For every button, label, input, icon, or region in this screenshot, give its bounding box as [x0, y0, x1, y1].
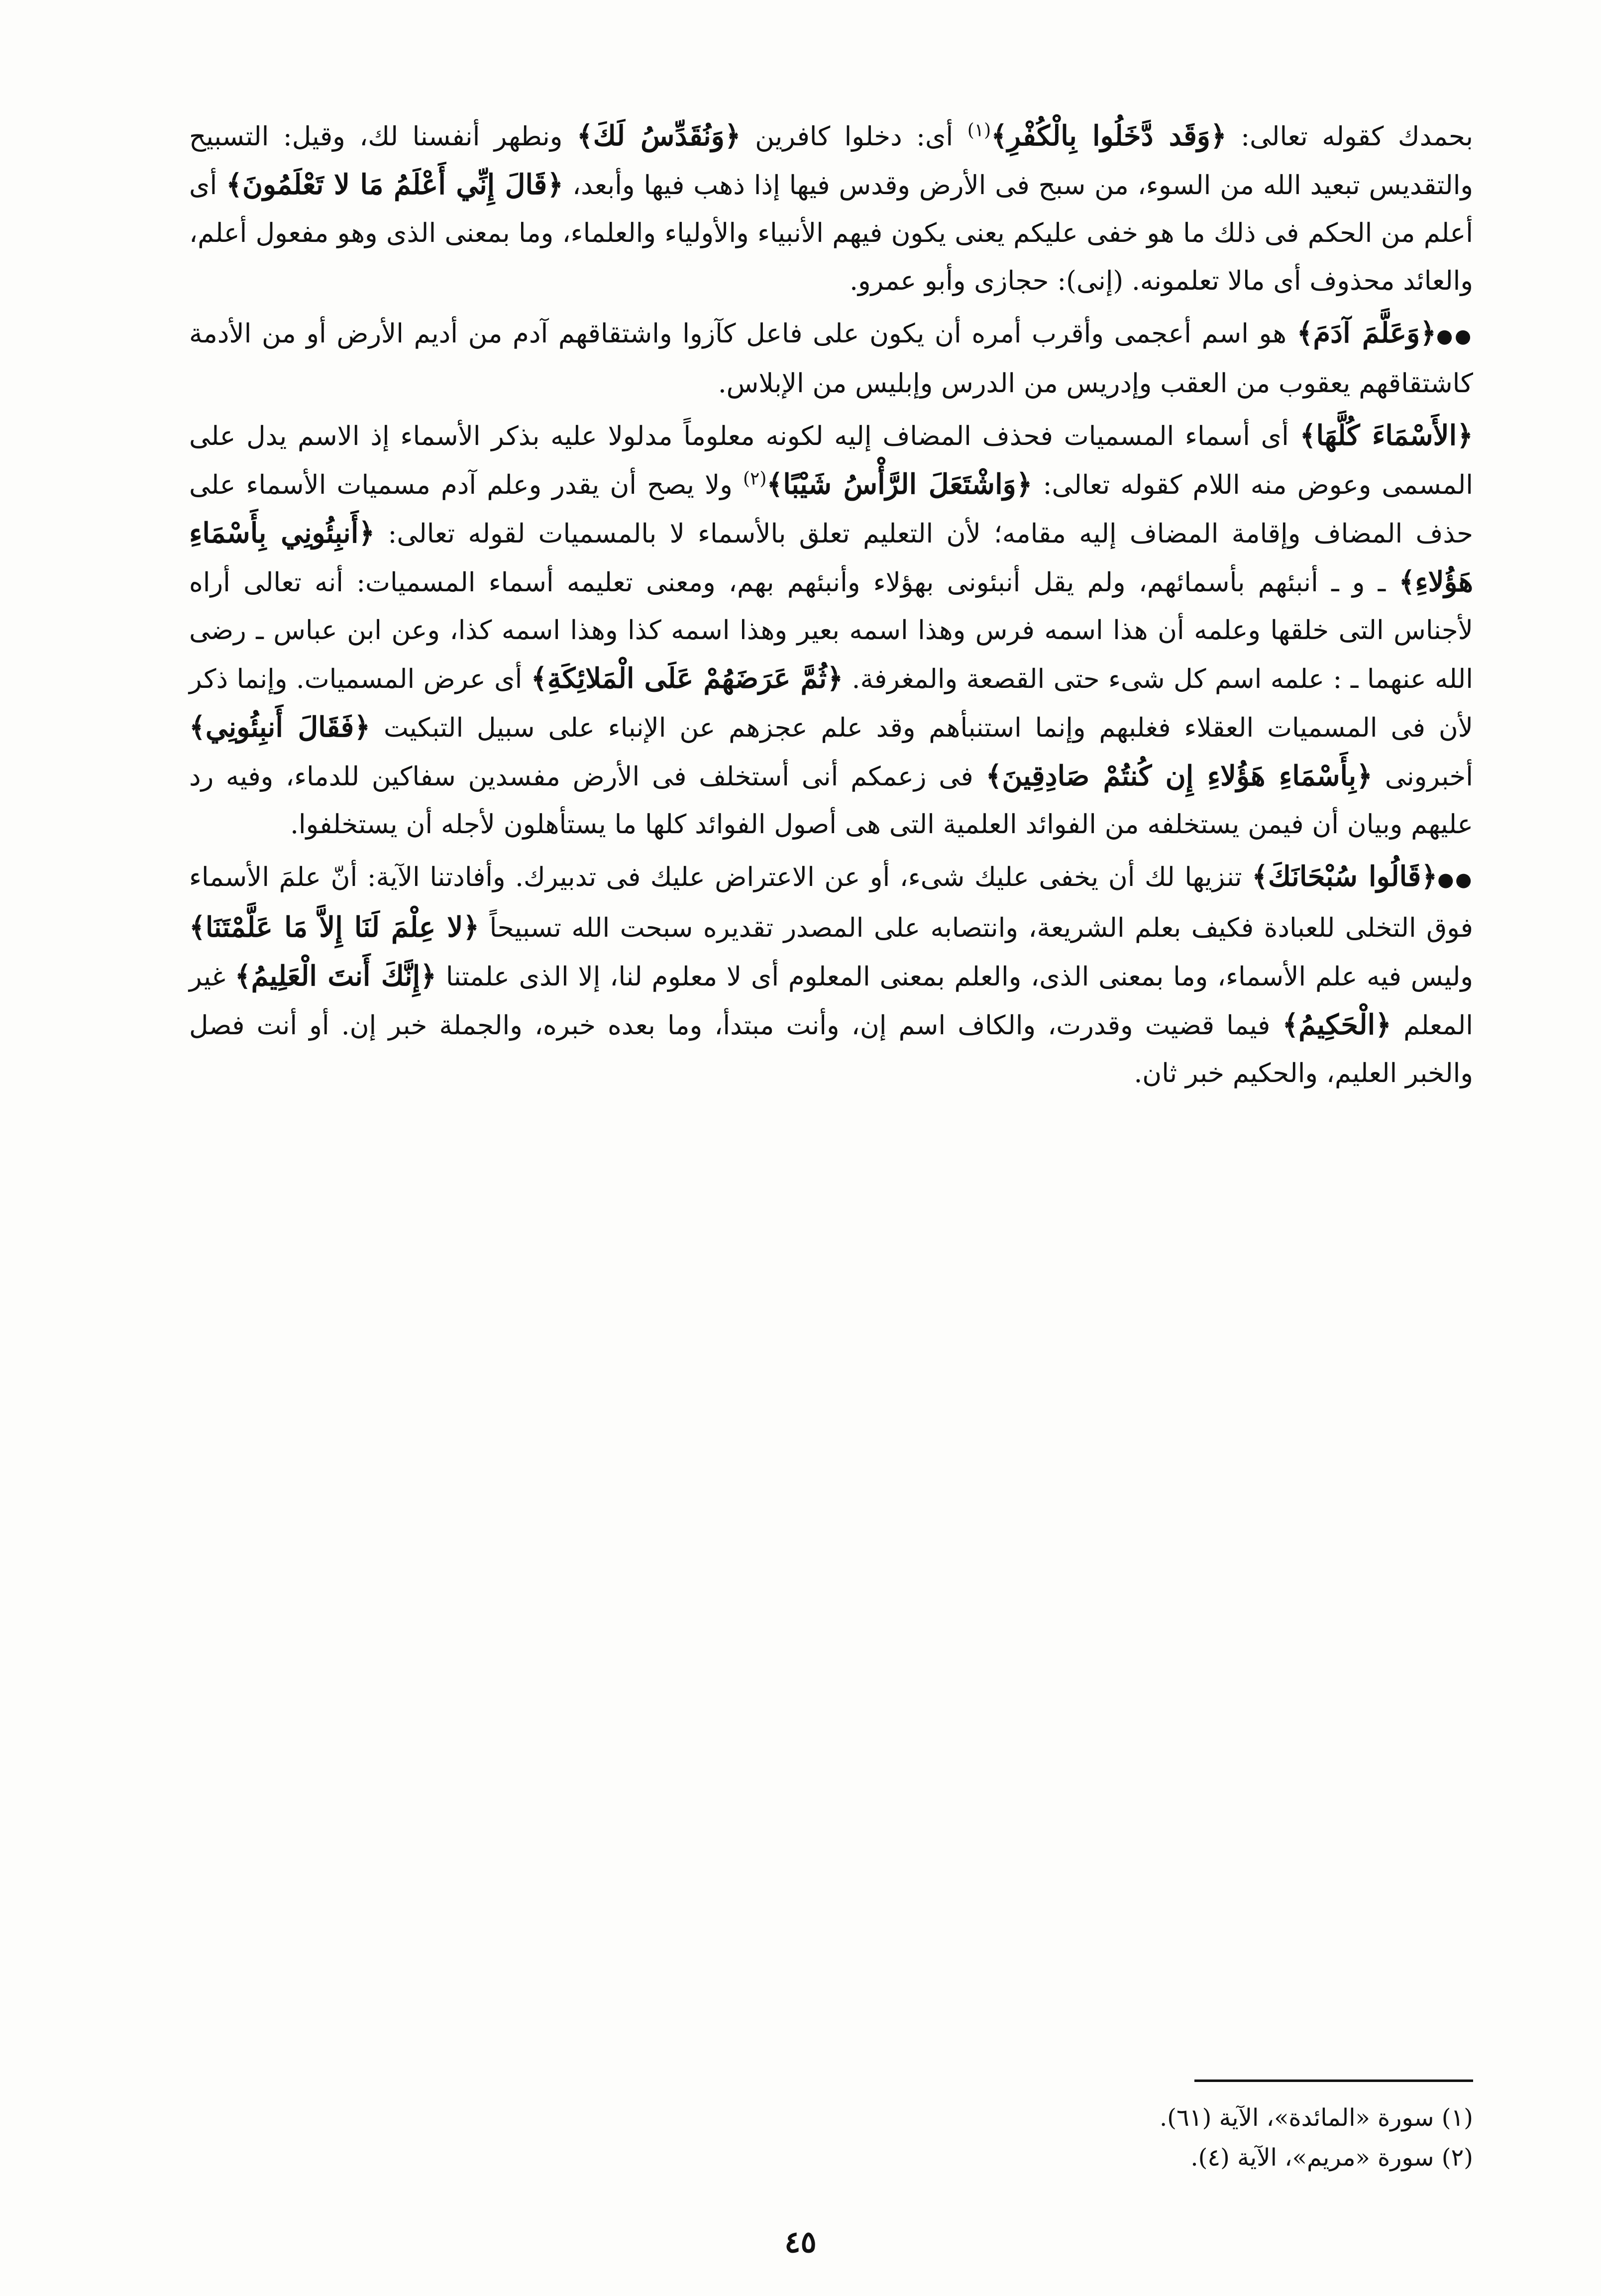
- body-span: فى زعمكم أنى أستخلف فى الأرض مفسدين سفاكين للدماء، وفيه رد عليهم وبيان أن فيمن يستخلفه من الفوائد العلمية التى هى أصول الفوائد كلها ما يستأهلون لأجله أن يستخلفوا.: [189, 762, 1473, 840]
- body-span: بحمدك كقوله تعالى:: [1226, 121, 1473, 152]
- quran-quote: ﴿بِأَسْمَاءِ هَؤُلاءِ إِن كُنتُمْ صَادِقِينَ﴾: [985, 760, 1373, 792]
- paragraph: [189, 853, 1473, 1097]
- quran-quote: ﴿إِنَّكَ أَنتَ الْعَلِيمُ﴾: [234, 960, 437, 992]
- body-span: فيما قضيت وقدرت، والكاف اسم إن، وأنت مبتدأ، وما بعده خبره، والجملة خبر إن. أو أنت فصل والخبر العليم، والحكيم خبر ثان.: [189, 1010, 1473, 1089]
- verse-marker: ●●: [1436, 325, 1473, 347]
- quran-quote: ﴿الأَسْمَاءَ كُلَّهَا﴾: [1299, 419, 1473, 452]
- quran-quote: ﴿وَقَد دَّخَلُوا بِالْكُفْرِ﴾: [991, 119, 1227, 152]
- body-span: وليس فيه علم الأسماء، وما بمعنى الذى، والعلم بمعنى المعلوم أى لا معلوم لنا، إلا الذى علمتنا: [436, 962, 1473, 992]
- quran-quote: ﴿وَاشْتَعَلَ الرَّأْسُ شَيْبًا﴾: [766, 468, 1033, 501]
- footnote: (٢) سورة «مريم»، الآية (٤).: [1190, 2144, 1473, 2172]
- body-span: أى: دخلوا كافرين: [741, 121, 967, 152]
- body-span: ولا يصح أن يقدر وعلم آدم مسميات الأسماء على حذف المضاف وإقامة المضاف إليه مقامه؛ لأن التعليم تعلق بالأسماء لا بالمسميات لقوله تعالى:: [189, 470, 1474, 549]
- body-span: ـ و ـ أنبئهم بأسمائهم، ولم يقل أنبئونى بهؤلاء وأنبئهم بهم، ومعنى تعليمه أسماء المسميات: أنه تعالى أراه لأجناس التى خلقها وعلمه أن هذا اسمه فرس وهذا اسمه بعير وهذا اسمه كذا وهذا اسمه كذا، وعن ابن عباس ـ رضى الله عنهما ـ : علمه اسم كل شىء حتى القصعة والمغرفة.: [189, 567, 1473, 694]
- paragraph: [189, 112, 1473, 305]
- body-span: ونطهر أنفسنا لك، وقيل: التسبيح والتقديس تبعيد الله من السوء، من سبح فى الأرض وقدس فيها إذا ذهب فيها وأبعد،: [189, 121, 1474, 201]
- body-span: غير المعلم: [189, 962, 1474, 1041]
- footnote-ref: (٢): [743, 468, 767, 489]
- body-span: تنزيها لك أن يخفى عليك شىء، أو عن الاعتراض عليك فى تدبيرك. وأفادتنا الآية: أنّ علمَ الأسماء فوق التخلى للعبادة فكيف بعلم الشريعة، وانتصابه على المصدر تقديره سبحت الله تسبيحاً: [189, 862, 1473, 943]
- verse-marker: ●●: [1437, 869, 1473, 890]
- footnote-divider: [1194, 2079, 1473, 2082]
- quran-quote: ﴿لا عِلْمَ لَنَا إِلاَّ مَا عَلَّمْتَنَا﴾: [189, 911, 480, 944]
- body-span: أى أسماء المسميات فحذف المضاف إليه لكونه معلوماً مدلولا عليه بذكر الأسماء إذ الاسم يدل على المسمى وعوض منه اللام كقوله تعالى:: [189, 421, 1473, 500]
- footnotes: [189, 2098, 1503, 2178]
- paragraph: [189, 412, 1473, 849]
- quran-quote: ﴿فَقَالَ أَنبِئُونِي﴾: [189, 711, 371, 744]
- body-text: [189, 112, 1473, 1101]
- body-span: هو اسم أعجمى وأقرب أمره أن يكون على فاعل كآزوا واشتقاقهم آدم من أديم الأرض أو من الأدمة كاشتقاقهم يعقوب من العقب وإدريس من الدرس وإبليس من الإبلاس.: [189, 319, 1473, 399]
- quran-quote: ﴿ثُمَّ عَرَضَهُمْ عَلَى الْمَلائِكَةِ﴾: [531, 662, 844, 695]
- body-span: أى أعلم من الحكم فى ذلك ما هو خفى عليكم يعنى يكون فيهم الأنبياء والأولياء والعلماء، وما بمعنى الذى وهو مفعول أعلم، والعائد محذوف أى مالا تعلمونه. (إنى): حجازى وأبو عمرو.: [189, 170, 1473, 296]
- quran-quote: ﴿قَالُوا سُبْحَانَكَ﴾: [1252, 860, 1438, 893]
- quran-quote: ﴿وَعَلَّمَ آدَمَ﴾: [1296, 317, 1437, 349]
- footnote: (١) سورة «المائدة»، الآية (٦١).: [1160, 2104, 1473, 2132]
- footnote-ref: (١): [967, 120, 991, 141]
- quran-quote: ﴿أَنبِئُونِي بِأَسْمَاءِ هَؤُلاءِ﴾: [189, 517, 1473, 598]
- page-number: ٤٥: [784, 2225, 817, 2260]
- body-span: أى عرض المسميات. وإنما ذكر لأن فى المسميات العقلاء فغلبهم وإنما استنبأهم وقد علم عجزهم عن الإنباء على سبيل التبكيت: [189, 664, 1473, 743]
- quran-quote: ﴿قَالَ إِنِّي أَعْلَمُ مَا لا تَعْلَمُونَ﴾: [226, 168, 564, 201]
- quran-quote: ﴿وَنُقَدِّسُ لَكَ﴾: [576, 119, 741, 152]
- body-span: أخبرونى: [1373, 762, 1473, 792]
- quran-quote: ﴿الْحَكِيمُ﴾: [1282, 1008, 1391, 1041]
- paragraph: [189, 309, 1473, 408]
